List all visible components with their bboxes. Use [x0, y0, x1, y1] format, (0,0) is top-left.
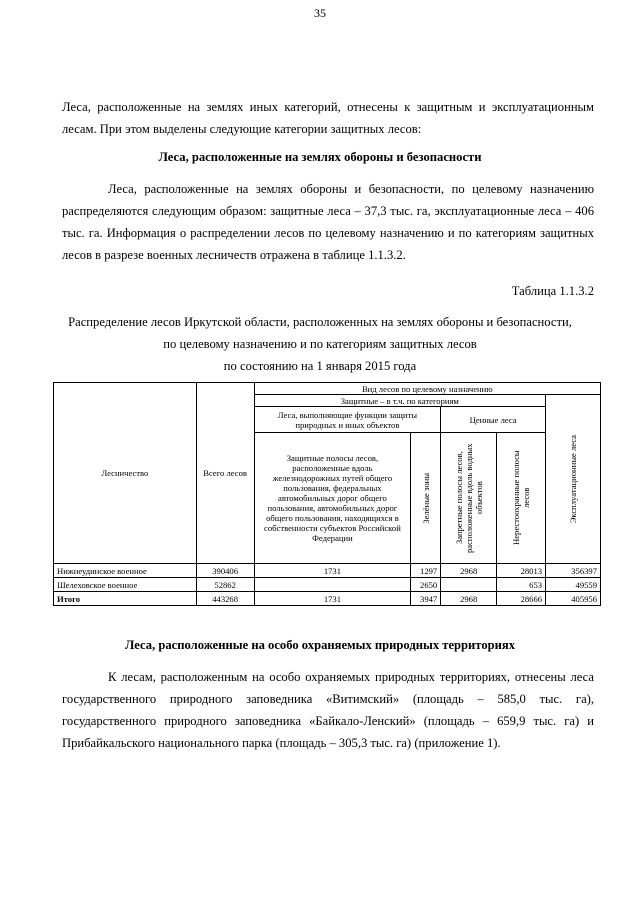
row-strips — [254, 578, 411, 592]
row-spawning: 28013 — [497, 564, 546, 578]
total-green-zones: 3947 — [411, 592, 441, 606]
row-total: 390406 — [196, 564, 254, 578]
row-green-zones: 1297 — [411, 564, 441, 578]
intro-paragraph: Леса, расположенные на землях иных категорий, отнесены к защитным и эксплуатационным лесам. При этом выделены следующие категории защитных лесов: — [62, 100, 594, 136]
header-exploitation-forests — [546, 395, 601, 564]
forest-distribution-table — [53, 382, 601, 606]
header-spawning-label: Нерестоохранные полосы лесов — [511, 450, 532, 546]
header-purpose-type: Вид лесов по целевому назначению — [254, 383, 600, 395]
row-exploitation: 356397 — [546, 564, 601, 578]
header-forestry: Лесничество — [54, 383, 197, 564]
defense-paragraph: Леса, расположенные на землях обороны и безопасности, по целевому назначению распределяются следующим образом: защитные леса – 37,3 тыс. га, эксплуатационные леса – 406 тыс. га. Информация о распределении лесов по целевому назначению и по категориям защитных лесов в разрезе военных лесничеств отражена в таблице 1.1.3.2. — [62, 182, 594, 262]
row-green-zones: 2650 — [411, 578, 441, 592]
row-spawning: 653 — [497, 578, 546, 592]
table-caption-line-3: по состоянию на 1 января 2015 года — [223, 359, 417, 373]
table-row — [54, 564, 601, 578]
table-caption-line-1: Распределение лесов Иркутской области, расположенных на землях обороны и безопасности, — [68, 315, 572, 329]
row-forestry-name: Шелеховское военное — [54, 578, 197, 592]
total-strips: 1731 — [254, 592, 411, 606]
header-water-strips — [441, 433, 497, 564]
row-exploitation: 49559 — [546, 578, 601, 592]
row-forestry-name: Нижнеудинское военное — [54, 564, 197, 578]
header-green-zones-label: Зелёные зоны — [420, 472, 431, 524]
header-spawning-strips — [497, 433, 546, 564]
table-caption-line-2: по целевому назначению и по категориям защитных лесов — [163, 337, 477, 351]
header-exploitation-label: Эксплуатационные леса — [568, 434, 579, 524]
header-protective-categories: Защитные – в т.ч. по категориям — [254, 395, 545, 407]
heading-defense-lands: Леса, расположенные на землях обороны и безопасности — [158, 150, 482, 164]
page-number: 35 — [314, 6, 326, 20]
row-water-strips: 2968 — [441, 564, 497, 578]
header-valuable-forests: Ценные леса — [441, 407, 546, 433]
total-all: 443268 — [196, 592, 254, 606]
header-water-strips-label: Запретные полосы лесов, расположенные вдоль водных объектов — [453, 443, 484, 553]
table-row — [54, 578, 601, 592]
header-total-forests: Всего лесов — [196, 383, 254, 564]
protected-paragraph: К лесам, расположенным на особо охраняемых природных территориях, отнесены леса государственного природного заповедника «Витимский» (площадь – 585,0 тыс. га), государственного природного заповедника «Байкало-Ленский» (площадь – 659,9 тыс. га) и Прибайкальского национального парка (площадь – 305,3 тыс. га) (приложение 1). — [62, 670, 594, 750]
row-strips: 1731 — [254, 564, 411, 578]
table-number-label: Таблица 1.1.3.2 — [511, 284, 594, 298]
header-natural-functions: Леса, выполняющие функции защиты природных и иных объектов — [254, 407, 441, 433]
total-label: Итого — [54, 592, 197, 606]
heading-protected-areas: Леса, расположенные на особо охраняемых природных территориях — [125, 638, 515, 652]
row-water-strips — [441, 578, 497, 592]
total-exploitation: 405956 — [546, 592, 601, 606]
row-total: 52862 — [196, 578, 254, 592]
header-protective-strips: Защитные полосы лесов, расположенные вдоль железнодорожных путей общего пользования, федеральных автомобильных дорог общего пользования, автомобильных дорог общего пользования, находящихся в собственности субъектов Российской Федерации — [254, 433, 411, 564]
header-green-zones — [411, 433, 441, 564]
total-water-strips: 2968 — [441, 592, 497, 606]
total-spawning: 28666 — [497, 592, 546, 606]
table-total-row — [54, 592, 601, 606]
